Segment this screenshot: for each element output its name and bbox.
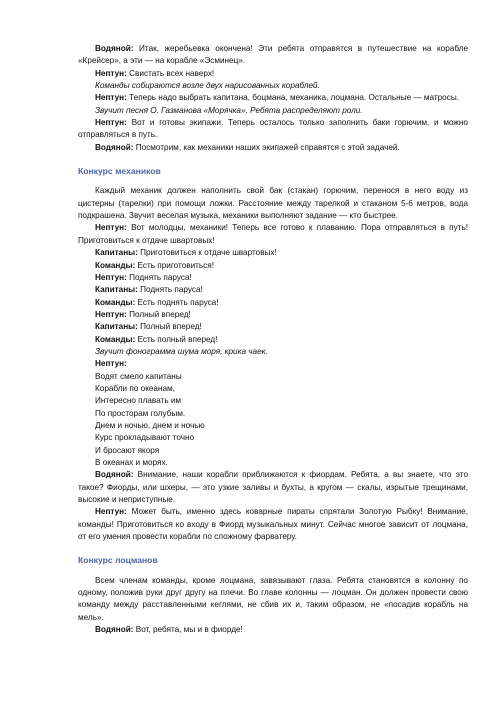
dialogue-line [78,321,468,333]
section-heading: Конкурс лоцманов [78,555,158,566]
section-heading: Конкурс механиков [78,166,161,177]
verse-line: Днем и ночью, днем и ночью [95,420,205,430]
dialogue-line [78,284,468,296]
verse-line: Корабли по океанам, [95,383,175,393]
speaker-name: Водяной: [95,625,134,635]
dialogue-text: Итак, жеребьевка окончена! Эти ребята отправятся в путешествие на корабле «Крейсер», а эти — на корабле «Эсминец». [78,44,468,66]
dialogue-line [78,92,468,104]
speaker-name: Водяной: [95,44,134,53]
speaker-name: Нептун: [95,68,127,78]
dialogue-line [78,309,468,321]
dialogue-text: Вот, ребята, мы и в фиорде! [133,625,243,635]
dialogue-line [78,247,468,259]
dialogue-text: Вот и готовы экипажи. Теперь осталось только заполнить баки горючим, и можно отправляться в путь. [78,118,468,140]
dialogue-text: Свистать всех наверх! [126,68,215,78]
dialogue-line [78,142,468,154]
dialogue-text: Есть поднять паруса! [135,297,219,307]
paragraph: Всем членам команды, кроме лоцмана, завязывают глаза. Ребята становятся в колонну по одному, положив руки друг другу на плечи. Во главе колонны — лоцман. Он должен провести свою команду между расставленными кеглями, не сбив их и, таким образом, не «посадив корабль на мель». [78,575,468,622]
stage-direction: Звучит фонограмма шума моря, крика чаек. [95,346,268,356]
speaker-name: Нептун: [95,359,127,369]
verse-line: И бросают якоря [95,445,160,455]
dialogue-text: Поднять паруса! [137,285,203,295]
speaker-name: Нептун: [95,93,127,103]
verse-line: Водят смело капитаны [95,371,182,381]
speaker-name: Водяной: [95,142,134,152]
dialogue-line [78,272,468,284]
dialogue-text: Теперь надо выбрать капитана, боцмана, механика, лоцмана. Остальные — матросы. [126,93,459,103]
dialogue-text: Полный вперед! [137,322,202,332]
dialogue-line [78,334,468,346]
verse-line: В океанах и морях. [95,458,168,467]
dialogue-text: Вот молодцы, механики! Теперь все готово к плаванию. Пора отправляться в путь! Приготовиться к отдаче швартовых! [78,223,468,245]
stage-direction: Команды собираются возле двух нарисованных кораблей. [95,81,320,91]
dialogue-line [78,117,468,142]
dialogue-line [78,469,468,506]
speaker-name: Команды: [95,260,136,270]
dialogue-text: Полный вперед! [126,309,191,319]
dialogue-line [78,358,468,370]
verse-line: По просторам голубым. [95,408,186,418]
dialogue-line [78,506,468,543]
speaker-name: Нептун: [95,507,127,517]
speaker-name: Нептун: [95,118,127,128]
speaker-name: Водяной: [95,470,134,480]
paragraph: Каждый механик должен наполнить свой бак (стакан) горючим, перенося в него воду из цистерны (тарелки) при помощи ложки. Расстояние между тарелкой и стаканом 5-6 метров, вода подкрашена. Звучит веселая музыка, механики выполняют задание — кто быстрее. [78,186,468,221]
speaker-name: Нептун: [95,309,127,319]
text-column [78,43,468,636]
dialogue-text: Поднять паруса! [126,272,192,282]
dialogue-text: Внимание, наши корабли приближаются к фиордам. Ребята, а вы знаете, что это такое? Фиорды, или шхеры, — это узкие заливы и бухты, а кругом — скалы, изрытые трещинами, высокие и неприступные. [78,470,468,505]
speaker-name: Капитаны: [95,285,138,295]
dialogue-line [78,68,468,80]
dialogue-line [78,260,468,272]
verse-line: Курс прокладывают точно [95,433,195,443]
dialogue-text: Посмотрим, как механики наших экипажей справятся с этой задачей. [133,142,400,152]
speaker-name: Нептун: [95,223,127,233]
dialogue-text: Есть полный вперед! [135,334,218,344]
speaker-name: Команды: [95,334,136,344]
dialogue-line [78,222,468,247]
dialogue-text: Есть приготовиться! [135,260,214,270]
dialogue-line [78,624,468,636]
dialogue-text: Может быть, именно здесь коварные пираты спрятали Золотую Рыбку! Внимание, команды! Приготовиться ко входу в Фиорд музыкальных минут. Сейчас многое зависит от лоцмана, от его умения провести корабли по сложному фарватеру. [78,507,468,542]
dialogue-text: Приготовиться к отдаче швартовых! [137,248,277,258]
stage-direction: Звучит песня О. Газманова «Морячка». Ребята распределяют роли. [95,105,363,115]
speaker-name: Нептун: [95,272,127,282]
speaker-name: Капитаны: [95,248,138,258]
dialogue-line [78,297,468,309]
verse-line: Интересно плавать им [95,396,182,406]
speaker-name: Капитаны: [95,322,138,332]
speaker-name: Команды: [95,297,136,307]
dialogue-line [78,43,468,68]
